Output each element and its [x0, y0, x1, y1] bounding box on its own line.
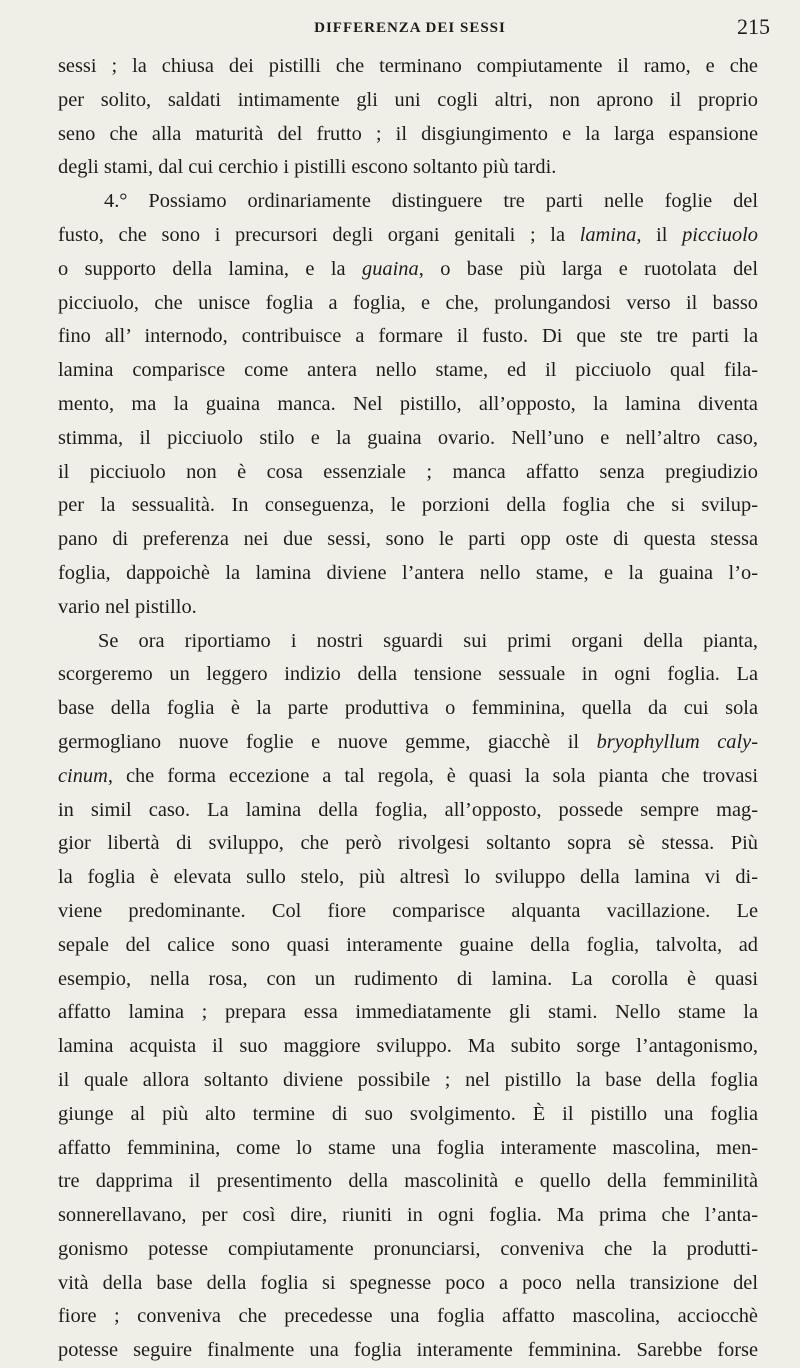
text-line: stimma, il picciuolo stilo e la guaina ovario. Nell’uno e nell’altro caso, — [58, 426, 758, 449]
text-line: fino all’ internodo, contribuisce a formare il fusto. Di que ste tre parti la — [58, 325, 758, 348]
text-line: lamina comparisce come antera nello stame, ed il picciuolo qual fila- — [58, 359, 758, 382]
text-line: per la sessualità. In conseguenza, le porzioni della foglia che si svilup- — [58, 494, 758, 517]
paragraph-start-line: Se ora riportiamo i nostri sguardi sui primi organi della pianta, — [98, 629, 758, 652]
text-line: sessi ; la chiusa dei pistilli che terminano compiutamente il ramo, e che — [58, 55, 758, 77]
italic-term: lamina — [579, 223, 637, 246]
text-line: picciuolo, che unisce foglia a foglia, e che, prolungandosi verso il basso — [58, 291, 758, 314]
body-text — [58, 50, 758, 1368]
text-line: affatto lamina ; prepara essa immediatamente gli stami. Nello stame la — [58, 1001, 758, 1024]
italic-term: picciuolo — [682, 223, 758, 246]
text-line: la foglia è elevata sullo stelo, più altresì lo sviluppo della lamina vi di- — [58, 866, 758, 889]
text-line: sonnerellavano, per così dire, riuniti in ogni foglia. Ma prima che l’anta- — [58, 1204, 758, 1227]
text-line: germogliano nuove foglie e nuove gemme, giacchè il bryophyllum caly- — [58, 730, 758, 753]
italic-term: cinum — [58, 764, 108, 787]
paragraph-start-line: 4.° Possiamo ordinariamente distinguere tre parti nelle foglie del — [104, 190, 758, 213]
text-line: pano di preferenza nei due sessi, sono le parti opp oste di questa stessa — [58, 528, 758, 551]
text-line: sepale del calice sono quasi interamente guaine della foglia, talvolta, ad — [58, 933, 758, 956]
text-line: mento, ma la guaina manca. Nel pistillo, all’opposto, la lamina diventa — [58, 392, 758, 415]
text-line: cinum, che forma eccezione a tal regola, è quasi la sola pianta che trovasi — [58, 764, 758, 787]
text-line: vario nel pistillo. — [58, 595, 197, 618]
text-line: esempio, nella rosa, con un rudimento di lamina. La corolla è quasi — [58, 967, 758, 990]
text-line: gior libertà di sviluppo, che però rivolgesi soltanto sopra sè stessa. Più — [58, 832, 758, 855]
text-line: in simil caso. La lamina della foglia, all’opposto, possede sempre mag- — [58, 798, 758, 821]
page-number: 215 — [737, 14, 770, 39]
text-line: fiore ; conveniva che precedesse una foglia affatto mascolina, acciocchè — [58, 1305, 758, 1328]
text-line: il picciuolo non è cosa essenziale ; manca affatto senza pregiudizio — [58, 460, 758, 483]
text-line: gonismo potesse compiutamente pronunciarsi, conveniva che la produtti- — [58, 1237, 758, 1260]
text-line: degli stami, dal cui cerchio i pistilli escono soltanto più tardi. — [58, 156, 557, 179]
italic-term: guaina — [362, 257, 419, 280]
text-line: il quale allora soltanto diviene possibile ; nel pistillo la base della foglia — [58, 1068, 758, 1091]
text-line: vità della base della foglia si spegnesse poco a poco nella transizione del — [58, 1271, 758, 1294]
text-line: potesse seguire finalmente una foglia interamente femminina. Sarebbe forse — [58, 1339, 758, 1362]
text-line: seno che alla maturità del frutto ; il disgiungimento e la larga espansione — [58, 122, 758, 145]
running-title: DIFFERENZA DEI SESSI — [314, 20, 506, 36]
text-line: tre dapprima il presentimento della mascolinità e quello della femminilità — [58, 1170, 758, 1193]
text-line: scorgeremo un leggero indizio della tensione sessuale in ogni foglia. La — [58, 663, 758, 686]
text-line: per solito, saldati intimamente gli uni cogli altri, non aprono il proprio — [58, 88, 758, 111]
italic-term: bryophyllum caly- — [596, 730, 758, 753]
text-line: affatto femminina, come lo stame una foglia interamente mascolina, men- — [58, 1136, 758, 1159]
text-line: foglia, dappoichè la lamina diviene l’antera nello stame, e la guaina l’o- — [58, 561, 758, 584]
text-line: viene predominante. Col fiore comparisce alquanta vacillazione. Le — [58, 899, 758, 922]
page-header — [60, 14, 770, 40]
text-line: o supporto della lamina, e la guaina, o base più larga e ruotolata del — [58, 257, 758, 280]
text-line: giunge al più alto termine di suo svolgimento. È il pistillo una foglia — [58, 1102, 758, 1125]
text-line: fusto, che sono i precursori degli organi genitali ; la lamina, il picciuolo — [58, 223, 758, 246]
text-line: lamina acquista il suo maggiore sviluppo. Ma subito sorge l’antagonismo, — [58, 1035, 758, 1058]
text-line: base della foglia è la parte produttiva o femminina, quella da cui sola — [58, 697, 758, 720]
